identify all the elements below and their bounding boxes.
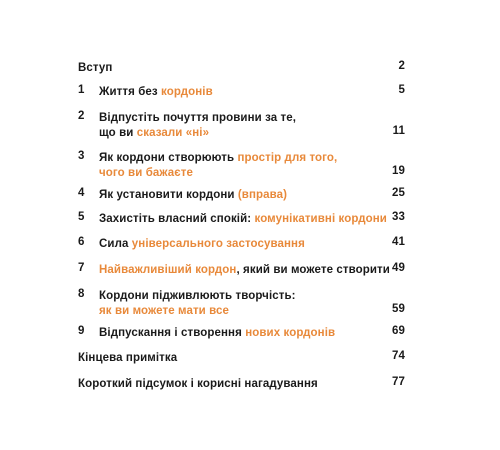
chapter-title-highlight: Найважливіший кордон	[99, 264, 237, 276]
chapter-title-highlight: комунікативні кордони	[254, 213, 387, 225]
chapter-title-highlight: чого ви бажаєте	[99, 167, 193, 179]
toc-page-number: 19	[392, 165, 405, 177]
toc-entry-chapter-5[interactable]	[78, 211, 405, 227]
chapter-number: 7	[78, 262, 85, 274]
toc-page-number: 41	[392, 236, 405, 248]
chapter-number: 1	[78, 84, 85, 96]
toc-entry-chapter-2[interactable]	[78, 110, 405, 142]
toc-entry-endnote[interactable]	[78, 350, 405, 366]
chapter-title-highlight: кордонів	[161, 86, 213, 98]
toc-entry-chapter-6[interactable]	[78, 236, 405, 252]
toc-page-number: 69	[392, 325, 405, 337]
chapter-number: 9	[78, 325, 85, 337]
chapter-title-line-2	[99, 165, 193, 181]
toc-entry-title: Короткий підсумок і корисні нагадування	[78, 378, 318, 390]
chapter-title-line-1: Кордони підживлюють творчість:	[99, 290, 296, 302]
toc-entry-intro[interactable]	[78, 60, 405, 76]
chapter-title-highlight: універсального застосування	[131, 238, 305, 250]
chapter-title: Життя без кордонів	[99, 86, 213, 98]
chapter-title-highlight: сказали «ні»	[136, 127, 210, 139]
chapter-title-highlight: як ви можете мати все	[99, 305, 230, 317]
chapter-title: Найважливіший кордон, який ви можете створити	[99, 264, 390, 276]
chapter-number: 8	[78, 288, 85, 300]
table-of-contents	[78, 0, 405, 450]
chapter-number: 2	[78, 110, 85, 122]
chapter-title-line-1: Як кордони створюють простір для того,	[99, 152, 338, 164]
toc-page-number: 25	[392, 187, 405, 199]
toc-page-number: 2	[398, 60, 405, 72]
chapter-title: Як установити кордони (вправа)	[99, 189, 288, 201]
toc-entry-chapter-3[interactable]	[78, 150, 405, 182]
chapter-title-line-2: що ви сказали «ні»	[99, 127, 210, 139]
toc-page-number: 74	[392, 350, 405, 362]
chapter-number: 3	[78, 150, 85, 162]
chapter-number: 6	[78, 236, 85, 248]
toc-entry-chapter-7[interactable]	[78, 262, 405, 278]
toc-page-number: 49	[392, 262, 405, 274]
toc-page-number: 11	[392, 125, 405, 137]
toc-entry-chapter-4[interactable]	[78, 187, 405, 203]
chapter-title: Відпускання і створення нових кордонів	[99, 327, 336, 339]
toc-entry-title: Кінцева примітка	[78, 352, 178, 364]
toc-entry-chapter-9[interactable]	[78, 325, 405, 341]
toc-page-number: 5	[398, 84, 405, 96]
chapter-title: Сила універсального застосування	[99, 238, 305, 250]
chapter-title-line-2	[99, 303, 229, 319]
chapter-title-highlight: нових кордонів	[245, 327, 336, 339]
chapter-title: Захистіть власний спокій: комунікативні кордони	[99, 213, 387, 225]
chapter-number: 4	[78, 187, 85, 199]
toc-entry-summary[interactable]	[78, 376, 405, 392]
chapter-number: 5	[78, 211, 85, 223]
toc-page-number: 33	[392, 211, 405, 223]
toc-entry-chapter-8[interactable]	[78, 288, 405, 320]
toc-entry-title: Вступ	[78, 62, 113, 74]
chapter-title-line-1: Відпустіть почуття провини за те,	[99, 112, 297, 124]
toc-entry-chapter-1[interactable]	[78, 84, 405, 100]
toc-page-number: 77	[392, 376, 405, 388]
chapter-title-highlight: (вправа)	[237, 189, 288, 201]
toc-page-number: 59	[392, 303, 405, 315]
chapter-title-highlight: простір для того,	[237, 152, 338, 164]
